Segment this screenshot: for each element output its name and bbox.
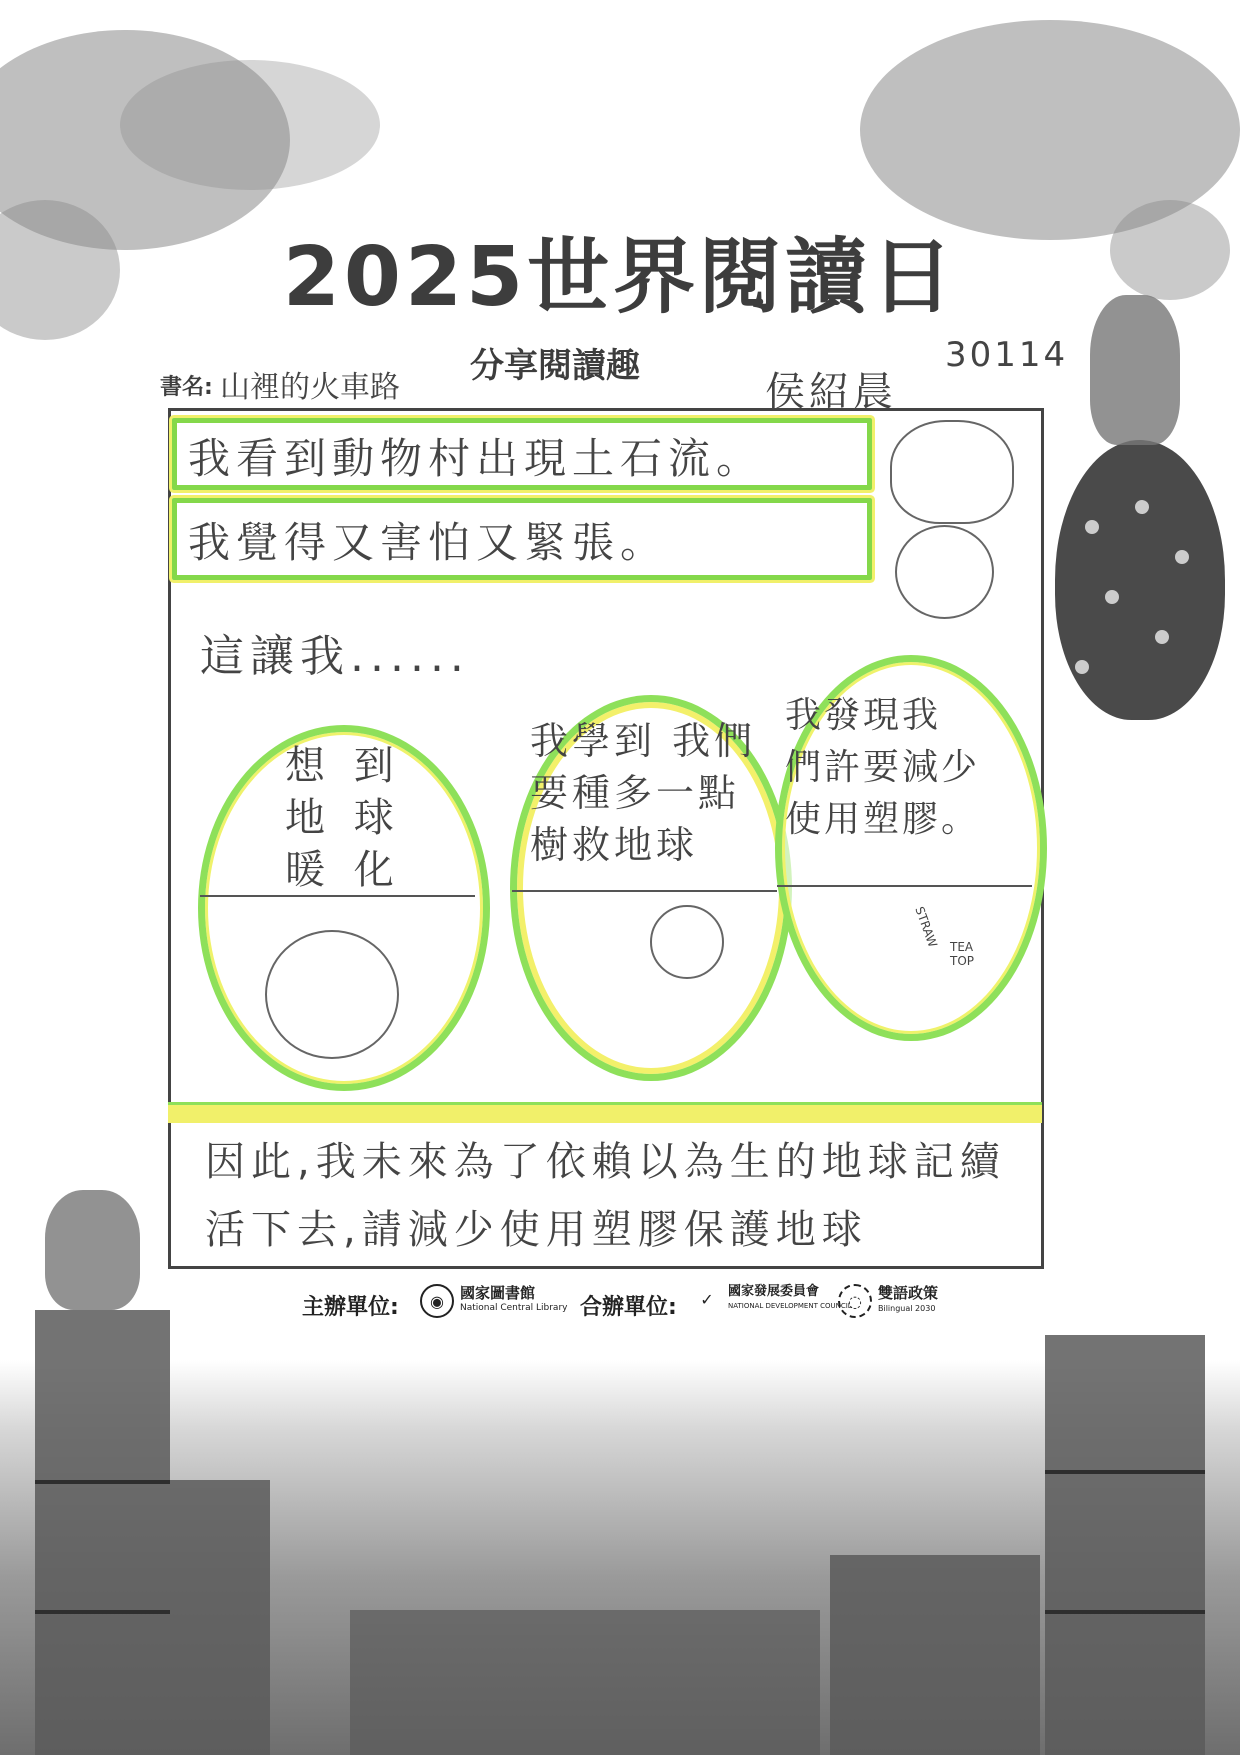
- conclusion-line-1: 因此,我未來為了依賴以為生的地球記續: [205, 1139, 1006, 1185]
- co2-name-en: Bilingual 2030: [878, 1304, 936, 1313]
- bookshelf-illustration: [830, 1555, 1040, 1755]
- bookshelf-illustration: [1045, 1335, 1205, 1755]
- bookshelf-illustration: [350, 1610, 820, 1755]
- shelf-board: [1045, 1470, 1205, 1474]
- student-seat-number: 30114: [945, 335, 1069, 375]
- conclusion-line-2: 活下去,請減少使用塑膠保護地球: [205, 1207, 868, 1253]
- mushroom-spot: [1075, 660, 1089, 674]
- book-title-value: 山裡的火車路: [220, 370, 400, 405]
- earth-doodle: [265, 930, 399, 1059]
- co1-name-zh: 國家發展委員會: [728, 1284, 820, 1299]
- shelf-board: [1045, 1610, 1205, 1614]
- national-central-library-logo: [420, 1284, 567, 1318]
- bubble-warming-text: 想 到 地 球 暖 化: [285, 743, 402, 893]
- mushroom-spot: [1105, 590, 1119, 604]
- straw-label: STRAW: [912, 904, 940, 950]
- bubble-divider-line: [777, 885, 1032, 887]
- bookshelf-illustration: [35, 1310, 170, 1755]
- bookshelf-illustration: [170, 1480, 270, 1755]
- bilingual-mark-icon: ◌: [838, 1284, 872, 1318]
- mushroom-spot: [1155, 630, 1169, 644]
- mushroom-spot: [1175, 550, 1189, 564]
- mushroom-spot: [1135, 500, 1149, 514]
- book-title-label: 書名:: [160, 375, 213, 400]
- ndc-logo: [692, 1284, 852, 1314]
- felt-sentence: 我覺得又害怕又緊張。: [188, 518, 669, 567]
- co2-names: [878, 1286, 938, 1316]
- host-name-zh: 國家圖書館: [460, 1284, 536, 1302]
- saw-sentence: 我看到動物村出現土石流。: [188, 434, 765, 483]
- scared-face-doodle: [895, 525, 994, 619]
- co1-names: [728, 1284, 852, 1314]
- host-label: 主辦單位:: [302, 1295, 399, 1320]
- mushroom-hill-illustration: [1055, 440, 1225, 720]
- ndc-mark-icon: ✓: [700, 1289, 714, 1309]
- co1-name-en: NATIONAL DEVELOPMENT COUNCIL: [728, 1302, 852, 1310]
- co2-name-zh: 雙語政策: [878, 1284, 939, 1302]
- landslide-doodle: [890, 420, 1014, 524]
- foliage-decoration: [120, 60, 380, 190]
- shelf-board: [35, 1610, 170, 1614]
- bubble-plastic-text: 我發現我 們許要減少 使用塑膠。: [785, 695, 981, 840]
- library-seal-icon: ◉: [420, 1284, 454, 1318]
- mushroom-spot: [1085, 520, 1099, 534]
- page-subtitle: 分享閱讀趣: [470, 346, 640, 386]
- bubble-divider-line: [512, 890, 777, 892]
- cup-label: TEA TOP: [950, 940, 975, 968]
- deer-illustration: [45, 1190, 140, 1310]
- student-name: 侯紹晨: [765, 369, 897, 415]
- conclusion-highlight-band: [168, 1102, 1042, 1123]
- host-names: [460, 1286, 567, 1316]
- lead-in-text: 這讓我......: [200, 631, 470, 682]
- tree-doodle: [650, 905, 724, 979]
- co-host-label: 合辦單位:: [580, 1295, 677, 1320]
- bilingual-policy-logo: [838, 1284, 938, 1318]
- host-name-en: National Central Library: [460, 1303, 568, 1313]
- bubble-trees-text: 我學到 我們 要種多一點 樹救地球: [530, 719, 757, 867]
- shelf-board: [35, 1480, 170, 1484]
- page-title: 2025世界閱讀日: [282, 230, 958, 325]
